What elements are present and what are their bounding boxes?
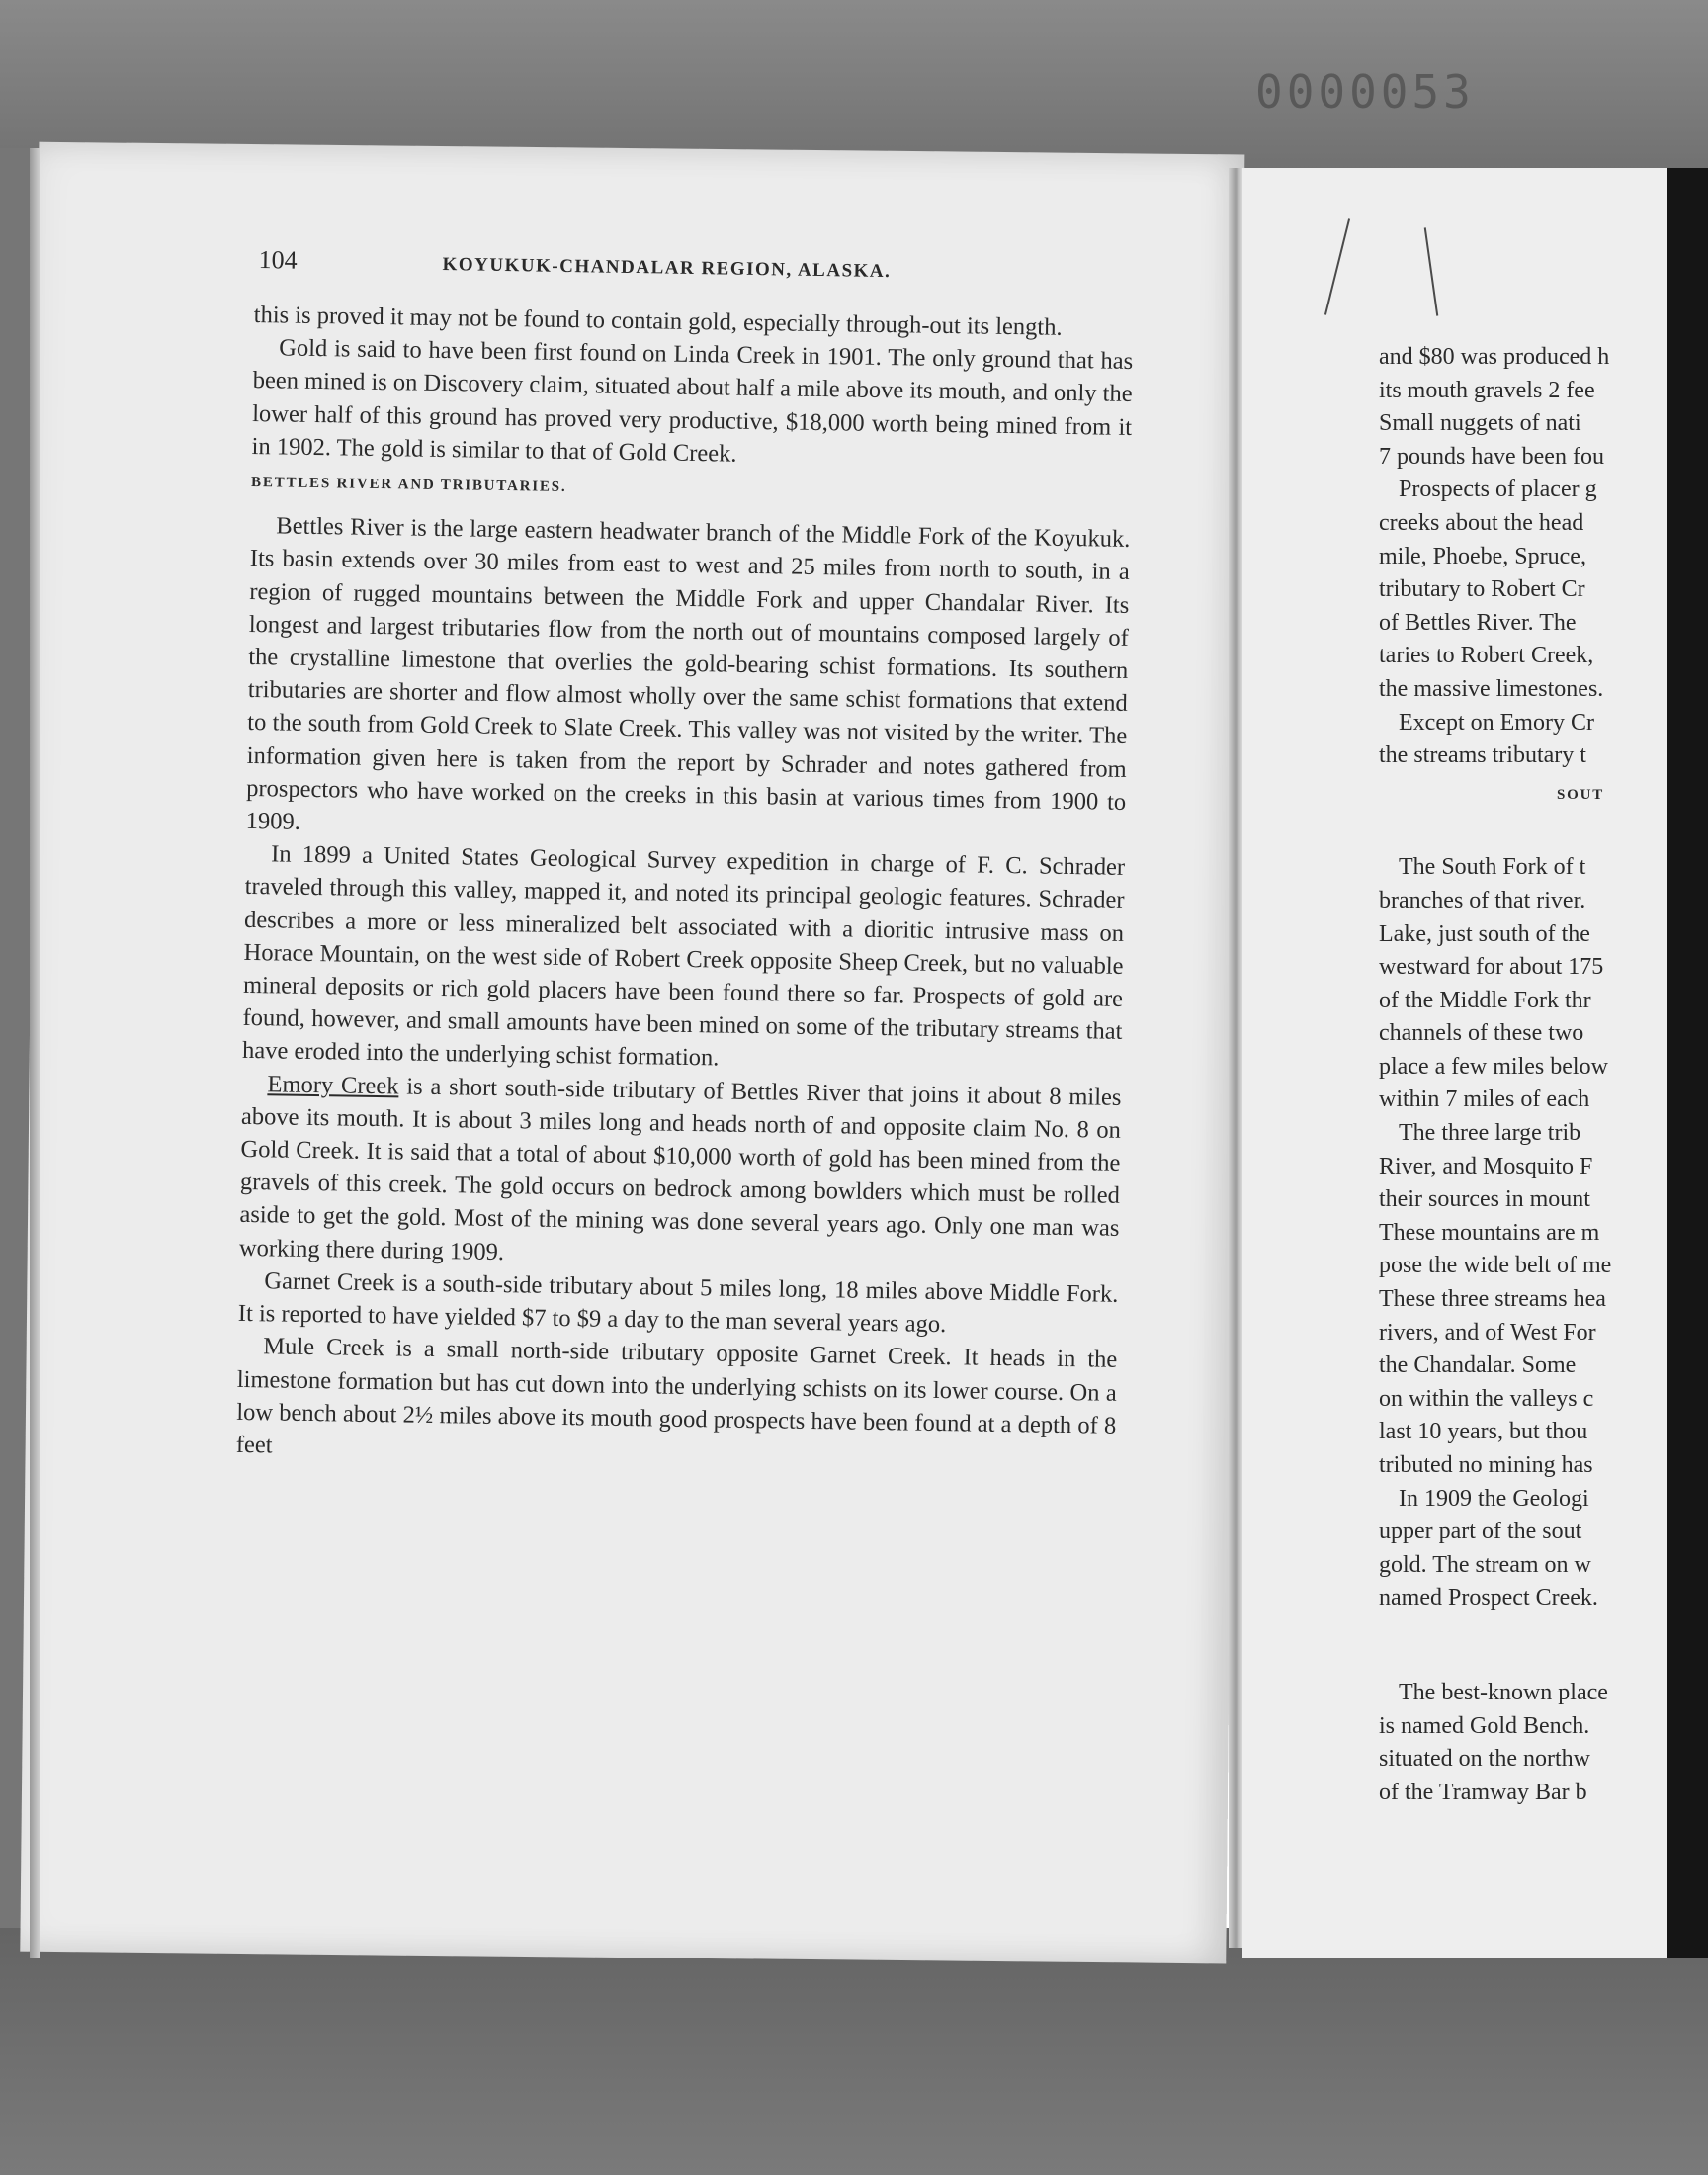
- section-heading: BETTLES RIVER AND TRIBUTARIES.: [250, 474, 567, 496]
- section-heading: SOUT: [1557, 786, 1605, 803]
- text-line: pose the wide belt of me: [1379, 1253, 1612, 1279]
- text-line: the streams tributary t: [1379, 742, 1586, 769]
- text-line: of the Tramway Bar b: [1379, 1779, 1587, 1805]
- text-line: Lake, just south of the: [1379, 920, 1590, 947]
- spacer: [1379, 1615, 1708, 1677]
- text-line: and $80 was produced h: [1379, 344, 1610, 370]
- page-edge: [30, 148, 40, 1958]
- paragraph: Garnet Creek is a south-side tributary about 5 miles long, 18 miles above Middle Fork. It is reported to have yielded $7 to $9 a day to the man several years ago.: [237, 1267, 1119, 1339]
- text-line: the massive limestones.: [1379, 675, 1604, 702]
- text-line: These mountains are m: [1379, 1219, 1600, 1246]
- text-line: of Bettles River. The: [1379, 609, 1577, 636]
- text-line: on within the valleys c: [1379, 1385, 1594, 1412]
- text-line: gold. The stream on w: [1379, 1551, 1591, 1578]
- running-head: KOYUKUK-CHANDALAR REGION, ALASKA.: [442, 253, 892, 283]
- scan-background-bottom: [0, 1928, 1708, 2175]
- paragraph-rest: is a short south-side tributary of Bettles River that joins it about 8 miles above its mouth. It is about 3 miles long and heads north of and opposite claim No. 8 on Gold Creek. It is said that a total of about $10,000 worth of gold has been mined from the gravels of this creek. The gold occurs on bedrock among bowlders which must be rolled aside to get the gold. Most of the mining was done several years ago. Only one man was working there during 1909.: [238, 1073, 1122, 1265]
- text-line: channels of these two: [1379, 1020, 1584, 1047]
- body-text: [236, 299, 1134, 1475]
- text-line: situated on the northw: [1379, 1746, 1590, 1773]
- pen-mark: [1324, 218, 1350, 315]
- text-line: within 7 miles of each: [1379, 1087, 1590, 1113]
- page-number: 104: [258, 245, 298, 275]
- text-line: branches of that river.: [1379, 887, 1586, 914]
- text-line: the Chandalar. Some: [1379, 1352, 1577, 1379]
- paragraph: this is proved it may not be found to contain gold, especially through-out its length.: [253, 301, 1063, 341]
- text-line: These three streams hea: [1379, 1286, 1606, 1313]
- text-line: is named Gold Bench.: [1379, 1712, 1590, 1739]
- serial-stamp: 0000053: [1255, 65, 1475, 119]
- text-line: named Prospect Creek.: [1379, 1585, 1598, 1611]
- text-line: rivers, and of West For: [1379, 1319, 1596, 1346]
- text-line: upper part of the sout: [1379, 1519, 1582, 1545]
- text-line: tributed no mining has: [1379, 1452, 1593, 1478]
- text-line: River, and Mosquito F: [1379, 1153, 1593, 1179]
- emory-creek-lead: Emory Creek: [267, 1070, 399, 1100]
- text-line: In 1909 the Geologi: [1399, 1485, 1589, 1512]
- text-line: Prospects of placer g: [1399, 477, 1597, 503]
- right-page-content: [1379, 341, 1708, 1809]
- paragraph: Mule Creek is a small north-side tributary opposite Garnet Creek. It heads in the limestone formation but has cut down into the underlying schists on its lower course. On a low bench about 2½ miles above its mouth good prospects have been found at a depth of 8 feet: [235, 1333, 1118, 1459]
- text-line: its mouth gravels 2 fee: [1379, 377, 1595, 403]
- text-line: their sources in mount: [1379, 1186, 1590, 1213]
- paragraph: Bettles River is the large eastern headwater branch of the Middle Fork of the Koyukuk. Its basin extends over 30 miles from east to west and 25 miles from north to south, in a region of rugged mountains between the Middle Fork and upper Chandalar River. Its longest and largest tributaries flow from the north out of mountains composed largely of the crystalline limestone that overlies the gold-bearing schist formations. Its southern tributaries are shorter and flow almost wholly over the same schist formations that extend to the south from Gold Creek to Slate Creek. This valley was not visited by the writer. The information given here is taken from the report by Schrader and notes gathered from prospectors who have worked on the creeks in this basin at various times from 1900 to 1909.: [245, 512, 1131, 835]
- text-line: last 10 years, but thou: [1379, 1419, 1588, 1445]
- spacer: [1379, 822, 1708, 851]
- text-line: westward for about 175: [1379, 954, 1604, 981]
- text-line: The best-known place: [1399, 1679, 1608, 1705]
- paragraph: In 1899 a United States Geological Survey expedition in charge of F. C. Schrader traveled through this valley, mapped it, and noted its principal geologic features. Schrader describes a more or less mineralized belt associated with a dioritic intrusive mass on Horace Mountain, on the west side of Robert Creek opposite Sheep Creek, but no valuable mineral deposits or rich gold placers have been found there so far. Prospects of gold are found, however, and small amounts have been mined on some of the tributary streams that have eroded into the underlying schist formation.: [241, 840, 1126, 1072]
- paragraph: Gold is said to have been first found on Linda Creek in 1901. The only ground that has been mined is on Discovery claim, situated about half a mile above its mouth, and only the lower half of this ground has proved very productive, $18,000 worth being mined from it in 1902. The gold is similar to that of Gold Creek.: [251, 334, 1134, 468]
- text-line: Except on Emory Cr: [1399, 709, 1594, 736]
- text-line: tributary to Robert Cr: [1379, 576, 1585, 603]
- pen-mark: [1424, 227, 1439, 315]
- text-line: The three large trib: [1399, 1120, 1581, 1147]
- book-gutter: [1229, 168, 1242, 1948]
- text-line: taries to Robert Creek,: [1379, 643, 1594, 669]
- text-line: mile, Phoebe, Spruce,: [1379, 543, 1586, 569]
- text-line: creeks about the head: [1379, 509, 1584, 536]
- paragraph-emory-creek: [239, 1068, 1122, 1278]
- text-line: place a few miles below: [1379, 1053, 1608, 1080]
- text-line: Small nuggets of nati: [1379, 410, 1581, 437]
- text-line: of the Middle Fork thr: [1379, 987, 1591, 1013]
- text-line: The South Fork of t: [1399, 854, 1586, 881]
- text-line: 7 pounds have been fou: [1379, 443, 1604, 470]
